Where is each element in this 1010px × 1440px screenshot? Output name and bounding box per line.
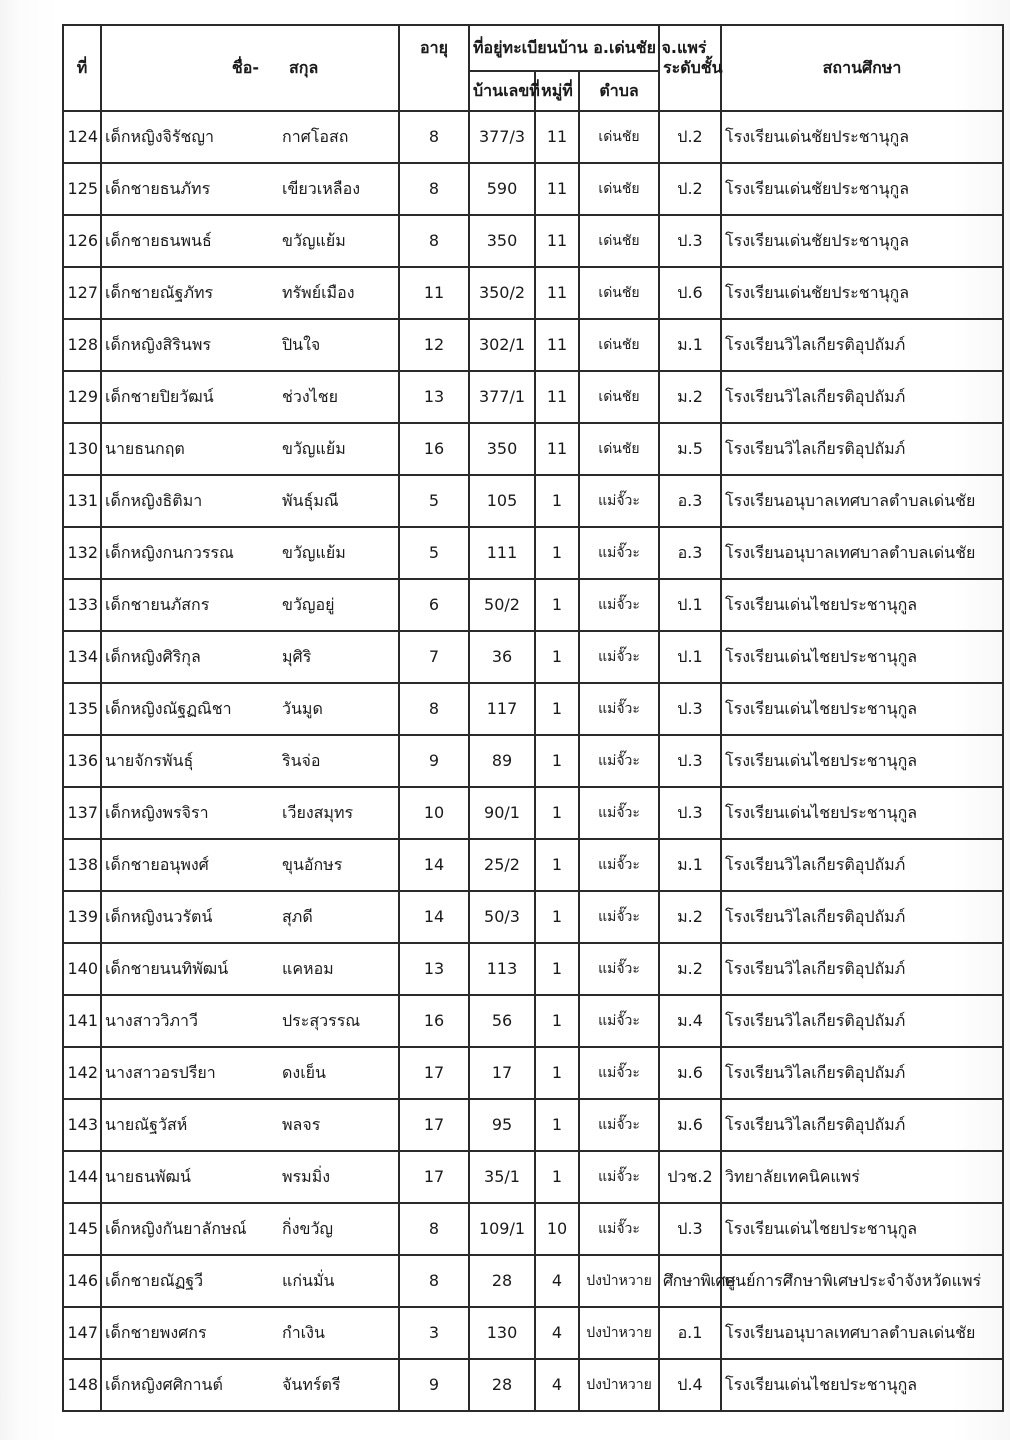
cell-given-name: เด็กชายณัฐภัทร (101, 267, 279, 319)
cell-level: ม.2 (659, 891, 721, 943)
cell-given-name: เด็กหญิงกันยาลักษณ์ (101, 1203, 279, 1255)
cell-family-name: ช่วงไชย (279, 371, 399, 423)
cell-no: 131 (63, 475, 101, 527)
cell-given-name: นางสาววิภาวี (101, 995, 279, 1047)
cell-house-no: 35/1 (469, 1151, 535, 1203)
cell-school: โรงเรียนวิไลเกียรติอุปถัมภ์ (721, 943, 1003, 995)
cell-tambon: แม่จั๊วะ (579, 683, 659, 735)
cell-age: 8 (399, 1203, 469, 1255)
cell-family-name: กำเงิน (279, 1307, 399, 1359)
header-family-name: สกุล (279, 25, 399, 111)
cell-moo: 1 (535, 735, 579, 787)
cell-moo: 1 (535, 891, 579, 943)
cell-house-no: 113 (469, 943, 535, 995)
cell-school: ศูนย์การศึกษาพิเศษประจำจังหวัดแพร่ (721, 1255, 1003, 1307)
cell-no: 147 (63, 1307, 101, 1359)
cell-no: 138 (63, 839, 101, 891)
cell-no: 128 (63, 319, 101, 371)
table-row (63, 1099, 1003, 1151)
table-row (63, 319, 1003, 371)
cell-given-name: เด็กหญิงกนกวรรณ (101, 527, 279, 579)
cell-house-no: 89 (469, 735, 535, 787)
cell-family-name: ขวัญแย้ม (279, 423, 399, 475)
cell-school: โรงเรียนวิไลเกียรติอุปถัมภ์ (721, 891, 1003, 943)
cell-house-no: 350 (469, 423, 535, 475)
cell-family-name: ทรัพย์เมือง (279, 267, 399, 319)
cell-no: 134 (63, 631, 101, 683)
cell-moo: 4 (535, 1359, 579, 1411)
cell-level: ศึกษาพิเศษ (659, 1255, 721, 1307)
cell-level: ป.6 (659, 267, 721, 319)
cell-no: 125 (63, 163, 101, 215)
cell-family-name: จันทร์ตรี (279, 1359, 399, 1411)
cell-tambon: แม่จั๊วะ (579, 1047, 659, 1099)
cell-age: 8 (399, 111, 469, 163)
cell-family-name: ปินใจ (279, 319, 399, 371)
cell-moo: 1 (535, 787, 579, 839)
cell-tambon: แม่จั๊วะ (579, 943, 659, 995)
cell-age: 8 (399, 215, 469, 267)
cell-family-name: ดงเย็น (279, 1047, 399, 1099)
table-row (63, 839, 1003, 891)
cell-school: โรงเรียนอนุบาลเทศบาลตำบลเด่นชัย (721, 475, 1003, 527)
cell-family-name: เขียวเหลือง (279, 163, 399, 215)
cell-given-name: เด็กหญิงธิติมา (101, 475, 279, 527)
cell-tambon: แม่จั๊วะ (579, 735, 659, 787)
cell-age: 17 (399, 1047, 469, 1099)
table-row (63, 787, 1003, 839)
cell-age: 11 (399, 267, 469, 319)
cell-no: 129 (63, 371, 101, 423)
table-row (63, 1359, 1003, 1411)
cell-family-name: กิ่งขวัญ (279, 1203, 399, 1255)
cell-no: 126 (63, 215, 101, 267)
header-school: สถานศึกษา (721, 25, 1003, 111)
cell-school: โรงเรียนวิไลเกียรติอุปถัมภ์ (721, 839, 1003, 891)
cell-moo: 1 (535, 631, 579, 683)
cell-house-no: 25/2 (469, 839, 535, 891)
cell-school: โรงเรียนเด่นไชยประชานุกูล (721, 787, 1003, 839)
cell-school: โรงเรียนเด่นชัยประชานุกูล (721, 215, 1003, 267)
cell-house-no: 105 (469, 475, 535, 527)
cell-school: โรงเรียนวิไลเกียรติอุปถัมภ์ (721, 1047, 1003, 1099)
cell-age: 17 (399, 1099, 469, 1151)
cell-tambon: เด่นชัย (579, 371, 659, 423)
cell-family-name: ประสุวรรณ (279, 995, 399, 1047)
cell-no: 143 (63, 1099, 101, 1151)
table-row (63, 475, 1003, 527)
cell-moo: 1 (535, 995, 579, 1047)
cell-age: 6 (399, 579, 469, 631)
cell-house-no: 117 (469, 683, 535, 735)
cell-age: 3 (399, 1307, 469, 1359)
cell-family-name: ขุนอักษร (279, 839, 399, 891)
cell-age: 14 (399, 839, 469, 891)
cell-no: 145 (63, 1203, 101, 1255)
cell-level: ม.2 (659, 943, 721, 995)
cell-house-no: 130 (469, 1307, 535, 1359)
cell-given-name: เด็กชายปิยวัฒน์ (101, 371, 279, 423)
cell-no: 142 (63, 1047, 101, 1099)
cell-level: ป.3 (659, 215, 721, 267)
cell-moo: 1 (535, 683, 579, 735)
cell-given-name: นางสาวอรปรียา (101, 1047, 279, 1099)
cell-house-no: 377/1 (469, 371, 535, 423)
cell-school: โรงเรียนเด่นชัยประชานุกูล (721, 267, 1003, 319)
table-row (63, 683, 1003, 735)
header-tambon: ตำบล (579, 71, 659, 111)
cell-given-name: เด็กหญิงณัฐฏณิชา (101, 683, 279, 735)
cell-no: 137 (63, 787, 101, 839)
cell-no: 130 (63, 423, 101, 475)
cell-family-name: รินจ่อ (279, 735, 399, 787)
cell-house-no: 111 (469, 527, 535, 579)
table-row (63, 735, 1003, 787)
cell-school: โรงเรียนเด่นไชยประชานุกูล (721, 579, 1003, 631)
cell-family-name: เวียงสมุทร (279, 787, 399, 839)
cell-given-name: นายธนพัฒน์ (101, 1151, 279, 1203)
cell-no: 144 (63, 1151, 101, 1203)
cell-level: ป.3 (659, 787, 721, 839)
cell-tambon: เด่นชัย (579, 423, 659, 475)
cell-given-name: เด็กชายนนทิพัฒน์ (101, 943, 279, 995)
cell-school: โรงเรียนเด่นชัยประชานุกูล (721, 163, 1003, 215)
cell-house-no: 590 (469, 163, 535, 215)
cell-family-name: สุภดี (279, 891, 399, 943)
cell-level: ป.1 (659, 579, 721, 631)
cell-age: 10 (399, 787, 469, 839)
cell-tambon: เด่นชัย (579, 215, 659, 267)
cell-school: วิทยาลัยเทคนิคแพร่ (721, 1151, 1003, 1203)
cell-given-name: เด็กชายธนภัทร (101, 163, 279, 215)
cell-level: ม.6 (659, 1047, 721, 1099)
cell-school: โรงเรียนอนุบาลเทศบาลตำบลเด่นชัย (721, 527, 1003, 579)
cell-no: 141 (63, 995, 101, 1047)
cell-given-name: เด็กหญิงสิรินพร (101, 319, 279, 371)
cell-given-name: เด็กชายธนพนธ์ (101, 215, 279, 267)
cell-house-no: 28 (469, 1359, 535, 1411)
cell-level: ม.4 (659, 995, 721, 1047)
table-row (63, 943, 1003, 995)
table-row (63, 423, 1003, 475)
table-body (63, 111, 1003, 1411)
cell-house-no: 109/1 (469, 1203, 535, 1255)
header-level: ระดับชั้น (659, 25, 721, 111)
cell-age: 9 (399, 1359, 469, 1411)
table-row (63, 1047, 1003, 1099)
cell-no: 133 (63, 579, 101, 631)
cell-tambon: แม่จั๊วะ (579, 631, 659, 683)
student-roster-table (62, 24, 1004, 1412)
cell-school: โรงเรียนเด่นไชยประชานุกูล (721, 631, 1003, 683)
cell-level: ม.6 (659, 1099, 721, 1151)
cell-house-no: 36 (469, 631, 535, 683)
cell-house-no: 95 (469, 1099, 535, 1151)
cell-family-name: พลจร (279, 1099, 399, 1151)
table-row (63, 1307, 1003, 1359)
cell-level: อ.1 (659, 1307, 721, 1359)
cell-tambon: เด่นชัย (579, 319, 659, 371)
cell-school: โรงเรียนเด่นชัยประชานุกูล (721, 111, 1003, 163)
header-house-no: บ้านเลขที่ (469, 71, 535, 111)
cell-moo: 10 (535, 1203, 579, 1255)
cell-level: ป.1 (659, 631, 721, 683)
cell-given-name: เด็กชายอนุพงศ์ (101, 839, 279, 891)
cell-moo: 11 (535, 267, 579, 319)
cell-school: โรงเรียนเด่นไชยประชานุกูล (721, 1203, 1003, 1255)
cell-tambon: ปงป่าหวาย (579, 1307, 659, 1359)
cell-house-no: 350 (469, 215, 535, 267)
table-row (63, 267, 1003, 319)
cell-tambon: แม่จั๊วะ (579, 839, 659, 891)
cell-school: โรงเรียนวิไลเกียรติอุปถัมภ์ (721, 423, 1003, 475)
cell-tambon: เด่นชัย (579, 111, 659, 163)
cell-tambon: แม่จั๊วะ (579, 891, 659, 943)
cell-tambon: แม่จั๊วะ (579, 579, 659, 631)
cell-moo: 11 (535, 111, 579, 163)
cell-moo: 1 (535, 839, 579, 891)
cell-house-no: 28 (469, 1255, 535, 1307)
cell-given-name: นายธนกฤต (101, 423, 279, 475)
cell-given-name: เด็กชายนภัสกร (101, 579, 279, 631)
cell-family-name: พันธุ์มณี (279, 475, 399, 527)
cell-given-name: นายณัฐวัสห์ (101, 1099, 279, 1151)
cell-family-name: วันมูด (279, 683, 399, 735)
table-row (63, 371, 1003, 423)
cell-age: 5 (399, 527, 469, 579)
cell-tambon: ปงป่าหวาย (579, 1255, 659, 1307)
cell-age: 13 (399, 371, 469, 423)
cell-age: 7 (399, 631, 469, 683)
cell-family-name: แคหอม (279, 943, 399, 995)
cell-given-name: เด็กชายณัฏฐวี (101, 1255, 279, 1307)
cell-age: 9 (399, 735, 469, 787)
cell-age: 12 (399, 319, 469, 371)
cell-house-no: 90/1 (469, 787, 535, 839)
cell-moo: 1 (535, 1047, 579, 1099)
cell-moo: 11 (535, 163, 579, 215)
cell-moo: 1 (535, 1099, 579, 1151)
cell-tambon: ปงป่าหวาย (579, 1359, 659, 1411)
table-row (63, 527, 1003, 579)
cell-tambon: เด่นชัย (579, 267, 659, 319)
cell-given-name: เด็กหญิงจิรัชญา (101, 111, 279, 163)
cell-family-name: พรมมิ่ง (279, 1151, 399, 1203)
cell-level: อ.3 (659, 475, 721, 527)
cell-no: 140 (63, 943, 101, 995)
cell-given-name: เด็กหญิงศิริกุล (101, 631, 279, 683)
cell-moo: 1 (535, 579, 579, 631)
cell-age: 16 (399, 423, 469, 475)
cell-level: ป.3 (659, 1203, 721, 1255)
table-row (63, 1255, 1003, 1307)
cell-tambon: แม่จั๊วะ (579, 1151, 659, 1203)
header-age: อายุ (399, 25, 469, 111)
table-row (63, 631, 1003, 683)
cell-moo: 11 (535, 215, 579, 267)
cell-family-name: ขวัญแย้ม (279, 527, 399, 579)
cell-school: โรงเรียนเด่นไชยประชานุกูล (721, 683, 1003, 735)
cell-level: ป.4 (659, 1359, 721, 1411)
cell-level: ป.3 (659, 683, 721, 735)
cell-level: ป.3 (659, 735, 721, 787)
cell-family-name: มุศิริ (279, 631, 399, 683)
cell-tambon: แม่จั๊วะ (579, 995, 659, 1047)
header-given-name: ชื่อ- (101, 25, 279, 111)
cell-given-name: เด็กหญิงพรจิรา (101, 787, 279, 839)
cell-moo: 1 (535, 527, 579, 579)
cell-level: ม.1 (659, 839, 721, 891)
cell-given-name: เด็กหญิงนวรัตน์ (101, 891, 279, 943)
cell-age: 14 (399, 891, 469, 943)
header-moo: หมู่ที่ (535, 71, 579, 111)
cell-moo: 4 (535, 1307, 579, 1359)
table-row (63, 1151, 1003, 1203)
cell-level: ป.2 (659, 163, 721, 215)
table-header (63, 25, 1003, 111)
cell-given-name: เด็กชายพงศกร (101, 1307, 279, 1359)
cell-level: ม.1 (659, 319, 721, 371)
cell-no: 127 (63, 267, 101, 319)
cell-tambon: เด่นชัย (579, 163, 659, 215)
table-row (63, 215, 1003, 267)
cell-age: 8 (399, 1255, 469, 1307)
cell-age: 17 (399, 1151, 469, 1203)
cell-age: 16 (399, 995, 469, 1047)
cell-tambon: แม่จั๊วะ (579, 1203, 659, 1255)
cell-moo: 1 (535, 475, 579, 527)
cell-house-no: 50/2 (469, 579, 535, 631)
cell-house-no: 377/3 (469, 111, 535, 163)
cell-school: โรงเรียนอนุบาลเทศบาลตำบลเด่นชัย (721, 1307, 1003, 1359)
cell-family-name: แก่นมั่น (279, 1255, 399, 1307)
cell-no: 146 (63, 1255, 101, 1307)
cell-house-no: 302/1 (469, 319, 535, 371)
cell-school: โรงเรียนวิไลเกียรติอุปถัมภ์ (721, 319, 1003, 371)
cell-school: โรงเรียนเด่นไชยประชานุกูล (721, 735, 1003, 787)
cell-moo: 4 (535, 1255, 579, 1307)
cell-level: ม.5 (659, 423, 721, 475)
header-address-group: ที่อยู่ทะเบียนบ้าน อ.เด่นชัย จ.แพร่ (469, 25, 659, 71)
cell-no: 135 (63, 683, 101, 735)
cell-school: โรงเรียนเด่นไชยประชานุกูล (721, 1359, 1003, 1411)
table-row (63, 1203, 1003, 1255)
cell-family-name: กาศโอสถ (279, 111, 399, 163)
cell-age: 13 (399, 943, 469, 995)
cell-age: 5 (399, 475, 469, 527)
cell-given-name: นายจักรพันธุ์ (101, 735, 279, 787)
cell-moo: 11 (535, 371, 579, 423)
cell-level: ปวช.2 (659, 1151, 721, 1203)
cell-house-no: 56 (469, 995, 535, 1047)
cell-age: 8 (399, 163, 469, 215)
table-row (63, 163, 1003, 215)
table-row (63, 579, 1003, 631)
cell-house-no: 17 (469, 1047, 535, 1099)
header-no: ที่ (63, 25, 101, 111)
cell-tambon: แม่จั๊วะ (579, 1099, 659, 1151)
cell-no: 148 (63, 1359, 101, 1411)
cell-level: อ.3 (659, 527, 721, 579)
cell-no: 132 (63, 527, 101, 579)
cell-moo: 1 (535, 1151, 579, 1203)
cell-level: ป.2 (659, 111, 721, 163)
table-row (63, 111, 1003, 163)
table-row (63, 891, 1003, 943)
cell-no: 136 (63, 735, 101, 787)
cell-school: โรงเรียนวิไลเกียรติอุปถัมภ์ (721, 995, 1003, 1047)
cell-no: 124 (63, 111, 101, 163)
cell-level: ม.2 (659, 371, 721, 423)
cell-school: โรงเรียนวิไลเกียรติอุปถัมภ์ (721, 371, 1003, 423)
cell-given-name: เด็กหญิงศศิกานต์ (101, 1359, 279, 1411)
cell-family-name: ขวัญอยู่ (279, 579, 399, 631)
cell-moo: 1 (535, 943, 579, 995)
cell-house-no: 350/2 (469, 267, 535, 319)
cell-tambon: แม่จั๊วะ (579, 475, 659, 527)
cell-age: 8 (399, 683, 469, 735)
cell-school: โรงเรียนวิไลเกียรติอุปถัมภ์ (721, 1099, 1003, 1151)
cell-house-no: 50/3 (469, 891, 535, 943)
cell-no: 139 (63, 891, 101, 943)
table-row (63, 995, 1003, 1047)
cell-tambon: แม่จั๊วะ (579, 527, 659, 579)
cell-moo: 11 (535, 319, 579, 371)
cell-family-name: ขวัญแย้ม (279, 215, 399, 267)
cell-tambon: แม่จั๊วะ (579, 787, 659, 839)
cell-moo: 11 (535, 423, 579, 475)
